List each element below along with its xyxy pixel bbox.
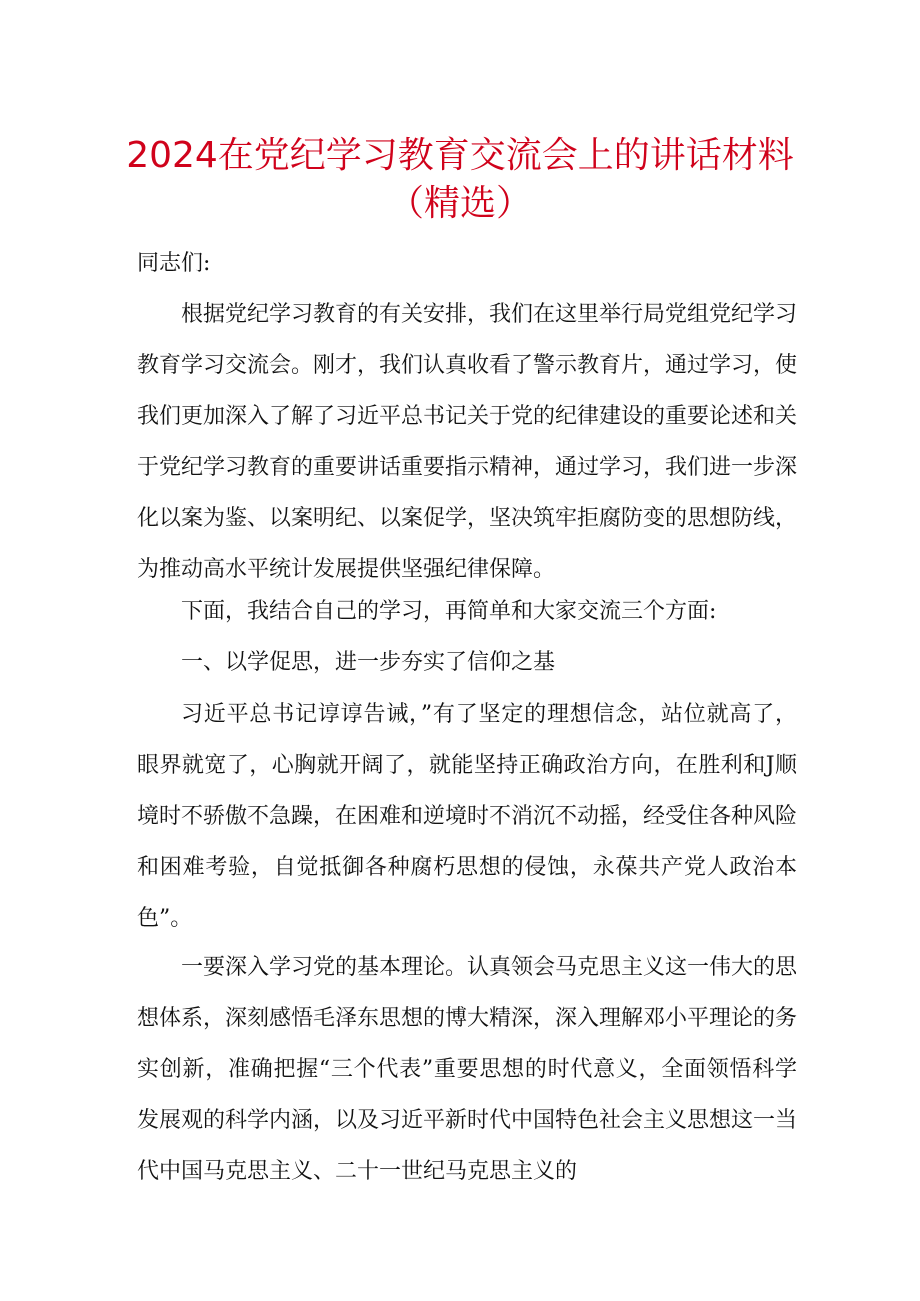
- document-title: 2024在党纪学习教育交流会上的讲话材料（精选）: [126, 135, 794, 224]
- paragraph-1: 根据党纪学习教育的有关安排，我们在这里举行局党组党纪学习教育学习交流会。刚才，我们认真收看了警示教育片，通过学习，使我们更加深入了解了习近平总书记关于党的纪律建设的重要论述和关于党纪学习教育的重要讲话重要指示精神，通过学习，我们进一步深化以案为鉴、以案明纪、以案促学，坚决筑牢拒腐防变的思想防线，为推动高水平统计发展提供坚强纪律保障。: [137, 302, 798, 582]
- section-heading-1: 一、以学促思，进一步夯实了信仰之基: [181, 650, 556, 675]
- paragraph-3: 习近平总书记谆谆告诫，”有了坚定的理想信念，站位就高了，眼界就宽了，心胸就开阔了，就能坚持正确政治方向，在胜利和J顺境时不骄傲不急躁，在困难和逆境时不消沉不动摇，经受住各种风险和困难考验，自觉抵御各种腐朽思想的侵蚀，永葆共产党人政治本色”。: [137, 702, 798, 931]
- paragraph-4: 一要深入学习党的基本理论。认真领会马克思主义这一伟大的思想体系，深刻感悟毛泽东思想的博大精深，深入理解邓小平理论的务实创新，准确把握“三个代表”重要思想的时代意义，全面领悟科学发展观的科学内涵，以及习近平新时代中国特色社会主义思想这一当代中国马克思主义、二十一世纪马克思主义的: [137, 955, 798, 1184]
- salutation: 同志们:: [137, 251, 211, 276]
- paragraph-2: 下面，我结合自己的学习，再简单和大家交流三个方面:: [181, 599, 717, 624]
